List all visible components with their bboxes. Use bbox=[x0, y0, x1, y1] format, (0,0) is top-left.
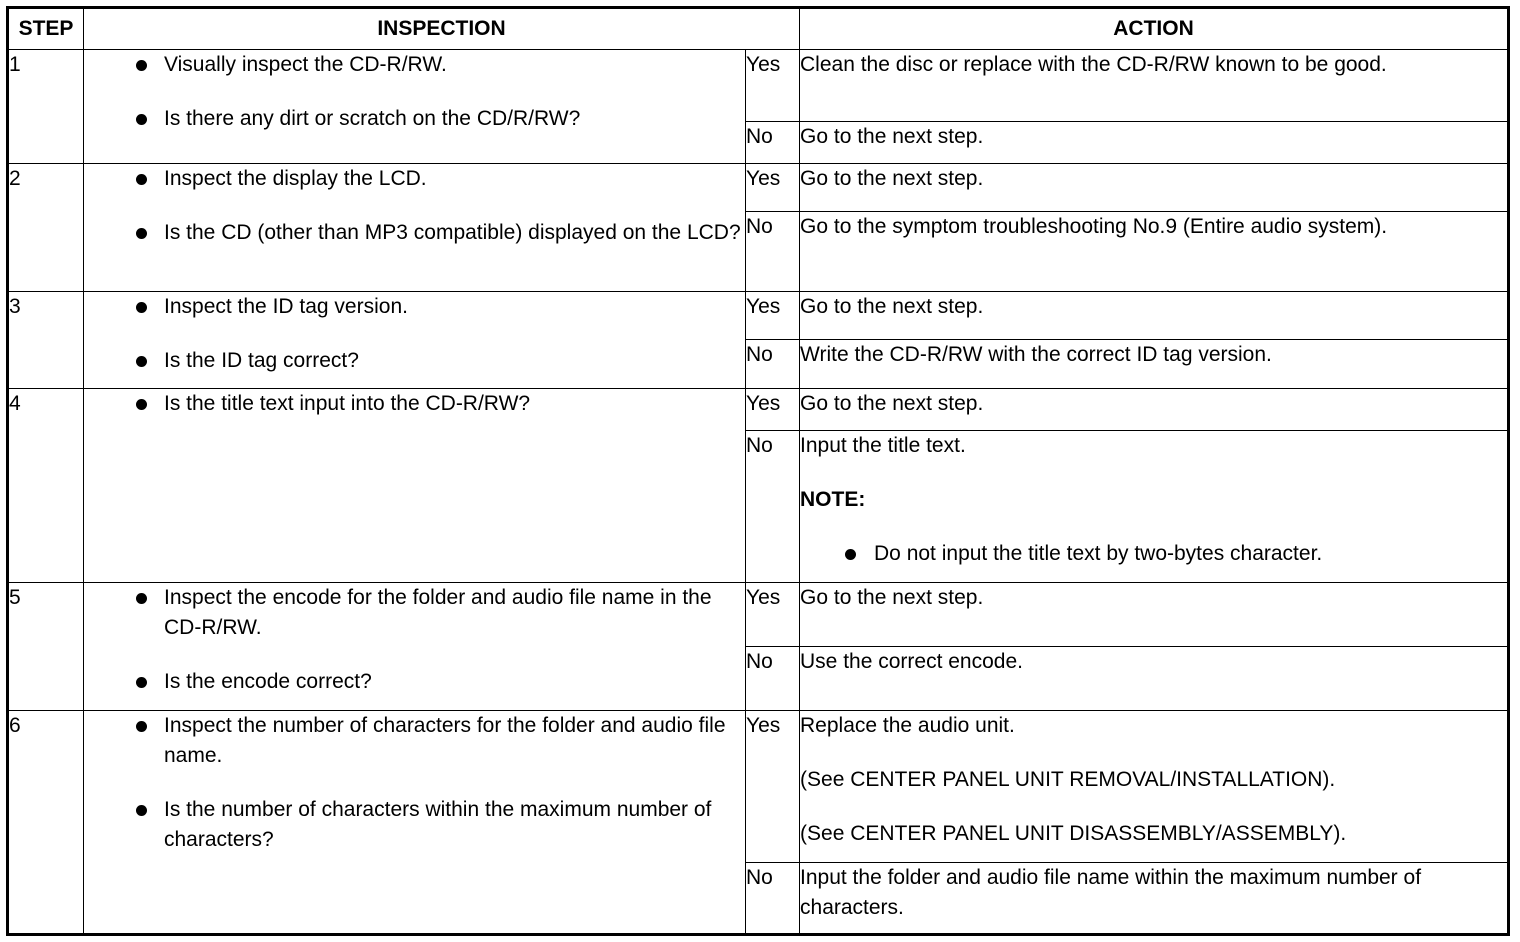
no-action: Use the correct encode. bbox=[800, 647, 1509, 711]
no-action: Input the folder and audio file name within the maximum number of characters. bbox=[800, 863, 1509, 935]
troubleshooting-table bbox=[6, 6, 1510, 936]
inspection-cell bbox=[84, 292, 746, 389]
note-label: NOTE: bbox=[800, 488, 866, 511]
step-column-header: STEP bbox=[8, 8, 84, 50]
yes-label: Yes bbox=[746, 50, 800, 122]
step-number: 6 bbox=[8, 711, 84, 935]
yes-label: Yes bbox=[746, 292, 800, 340]
yes-action: Go to the next step. bbox=[800, 292, 1509, 340]
inspection-item: Is the number of characters within the maximum number of characters? bbox=[84, 795, 745, 855]
yes-label: Yes bbox=[746, 583, 800, 647]
inspection-column-header: INSPECTION bbox=[84, 8, 800, 50]
no-action: Input the title text. bbox=[800, 434, 966, 457]
inspection-item: Inspect the ID tag version. bbox=[84, 292, 745, 322]
inspection-item: Inspect the display the LCD. bbox=[84, 164, 745, 194]
header-row bbox=[8, 8, 1509, 50]
inspection-cell bbox=[84, 711, 746, 935]
step-number: 3 bbox=[8, 292, 84, 389]
step-number: 5 bbox=[8, 583, 84, 711]
inspection-item: Visually inspect the CD-R/RW. bbox=[84, 50, 745, 80]
no-label: No bbox=[746, 431, 800, 583]
disassembly-assembly-reference: (See CENTER PANEL UNIT DISASSEMBLY/ASSEMBLY). bbox=[800, 822, 1347, 845]
yes-action: Go to the next step. bbox=[800, 389, 1509, 431]
yes-action: Clean the disc or replace with the CD-R/RW known to be good. bbox=[800, 50, 1509, 122]
table-row bbox=[8, 389, 1509, 431]
yes-action: Replace the audio unit. bbox=[800, 714, 1015, 737]
step-number: 1 bbox=[8, 50, 84, 164]
note-item: Do not input the title text by two-bytes character. bbox=[800, 539, 1507, 569]
inspection-cell bbox=[84, 164, 746, 292]
inspection-item: Inspect the number of characters for the folder and audio file name. bbox=[84, 711, 745, 771]
inspection-item: Is the CD (other than MP3 compatible) displayed on the LCD? bbox=[84, 218, 745, 248]
action-column-header: ACTION bbox=[800, 8, 1509, 50]
no-action: Go to the symptom troubleshooting No.9 (Entire audio system). bbox=[800, 212, 1509, 292]
no-label: No bbox=[746, 647, 800, 711]
table-row bbox=[8, 711, 1509, 863]
no-label: No bbox=[746, 340, 800, 389]
inspection-cell bbox=[84, 389, 746, 583]
no-label: No bbox=[746, 122, 800, 164]
step-number: 2 bbox=[8, 164, 84, 292]
yes-label: Yes bbox=[746, 389, 800, 431]
yes-action: Go to the next step. bbox=[800, 164, 1509, 212]
table-row bbox=[8, 164, 1509, 212]
no-action-cell bbox=[800, 431, 1509, 583]
removal-installation-reference: (See CENTER PANEL UNIT REMOVAL/INSTALLATION). bbox=[800, 768, 1336, 791]
no-action: Go to the next step. bbox=[800, 122, 1509, 164]
yes-action-cell bbox=[800, 711, 1509, 863]
no-action: Write the CD-R/RW with the correct ID tag version. bbox=[800, 340, 1509, 389]
table-row bbox=[8, 292, 1509, 340]
yes-action: Go to the next step. bbox=[800, 583, 1509, 647]
inspection-item: Is there any dirt or scratch on the CD/R/RW? bbox=[84, 104, 745, 134]
table-row bbox=[8, 583, 1509, 647]
step-number: 4 bbox=[8, 389, 84, 583]
inspection-item: Is the encode correct? bbox=[84, 667, 745, 697]
yes-label: Yes bbox=[746, 711, 800, 863]
no-label: No bbox=[746, 863, 800, 935]
inspection-cell bbox=[84, 583, 746, 711]
yes-label: Yes bbox=[746, 164, 800, 212]
inspection-item: Is the title text input into the CD-R/RW? bbox=[84, 389, 745, 419]
no-label: No bbox=[746, 212, 800, 292]
inspection-item: Inspect the encode for the folder and audio file name in the CD-R/RW. bbox=[84, 583, 745, 643]
table-row bbox=[8, 50, 1509, 122]
inspection-cell bbox=[84, 50, 746, 164]
inspection-item: Is the ID tag correct? bbox=[84, 346, 745, 376]
